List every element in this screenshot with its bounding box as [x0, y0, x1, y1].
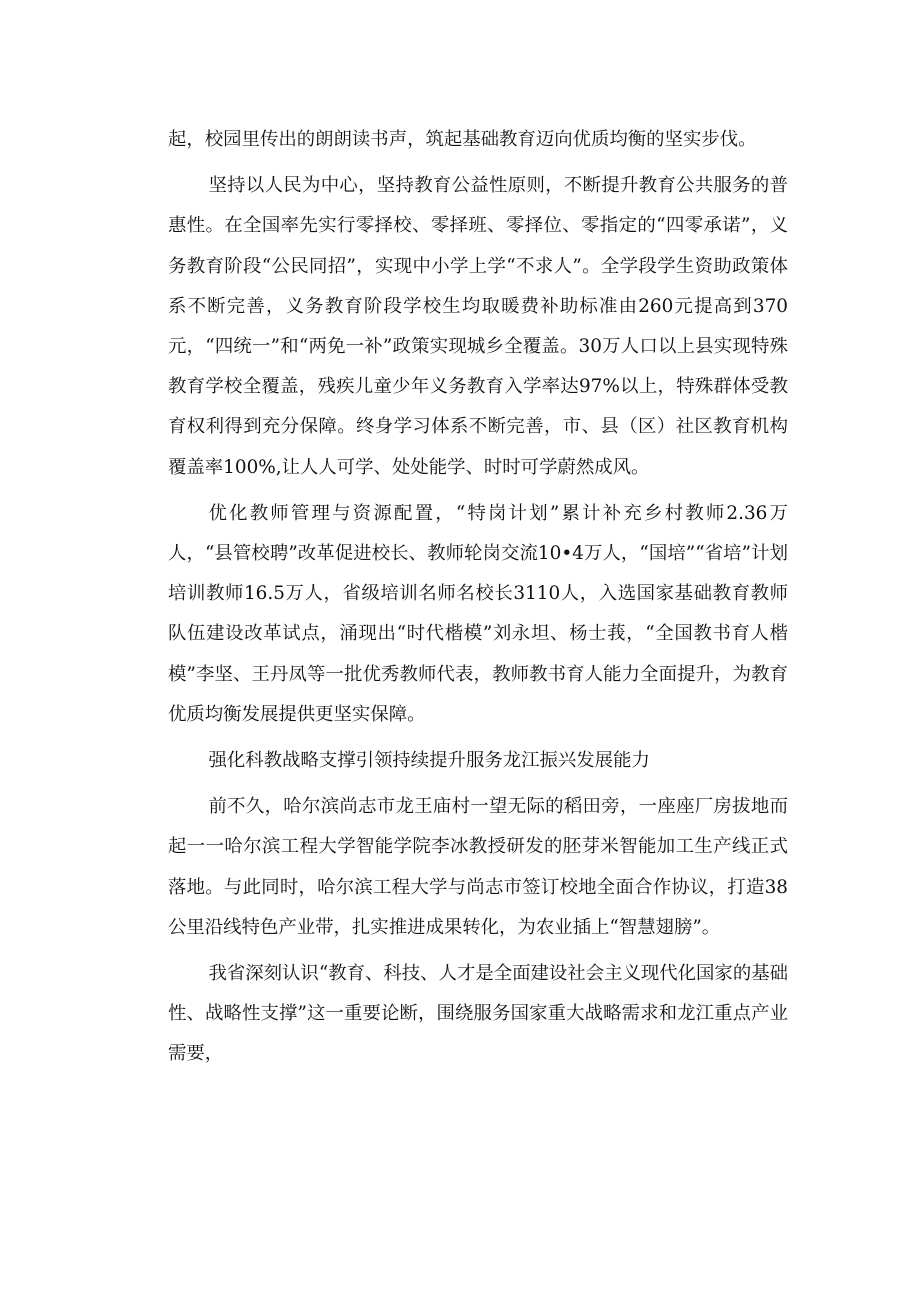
paragraph-strategic-support: 我省深刻认识“教育、科技、人才是全面建设社会主义现代化国家的基础性、战略性支撑”这一重要论断，围绕服务国家重大战略需求和龙江重点产业需要， — [168, 963, 788, 1065]
paragraph-public-service: 坚持以人民为中心，坚持教育公益性原则，不断提升教育公共服务的普惠性。在全国率先实行零择校、零择班、零择位、零指定的“四零承诺”，义务教育阶段“公民同招”，实现中小学上学“不求人”。全学段学生资助政策体系不断完善，义务教育阶段学校生均取暖费补助标准由260元提高到370元，“四统一”和“两免一补”政策实现城乡全覆盖。30万人口以上县实现特殊教育学校全覆盖，残疾儿童少年义务教育入学率达97%以上，特殊群体受教育权利得到充分保障。终身学习体系不断完善，市、县（区）社区教育机构覆盖率100%,让人人可学、处处能学、时时可学蔚然成风。 — [168, 175, 788, 478]
paragraph-continuation: 起，校园里传出的朗朗读书声，筑起基础教育迈向优质均衡的坚实步伐。 — [168, 129, 757, 150]
paragraph-rice-production-line: 前不久，哈尔滨尚志市龙王庙村一望无际的稻田旁，一座座厂房拔地而起一一哈尔滨工程大学智能学院李冰教授研发的胚芽米智能加工生产线正式落地。与此同时，哈尔滨工程大学与尚志市签订校地全面合作协议，打造38公里沿线特色产业带，扎实推进成果转化，为农业插上“智慧翅膀”。 — [168, 796, 788, 938]
section-heading: 强化科教战略支撑引领持续提升服务龙江振兴发展能力 — [208, 750, 650, 772]
paragraph-teacher-management: 优化教师管理与资源配置，“特岗计划”累计补充乡村教师2.36万人，“县管校聘”改革促进校长、教师轮岗交流10•4万人，“国培”“省培”计划培训教师16.5万人，省级培训名师名校长3110人，入选国家基础教育教师队伍建设改革试点，涌现出“时代楷模”刘永坦、杨士莪，“全国教书育人楷模”李坚、王丹凤等一批优秀教师代表，教师教书育人能力全面提升，为教育优质均衡发展提供更坚实保障。 — [168, 502, 788, 725]
document-page — [168, 120, 788, 1081]
